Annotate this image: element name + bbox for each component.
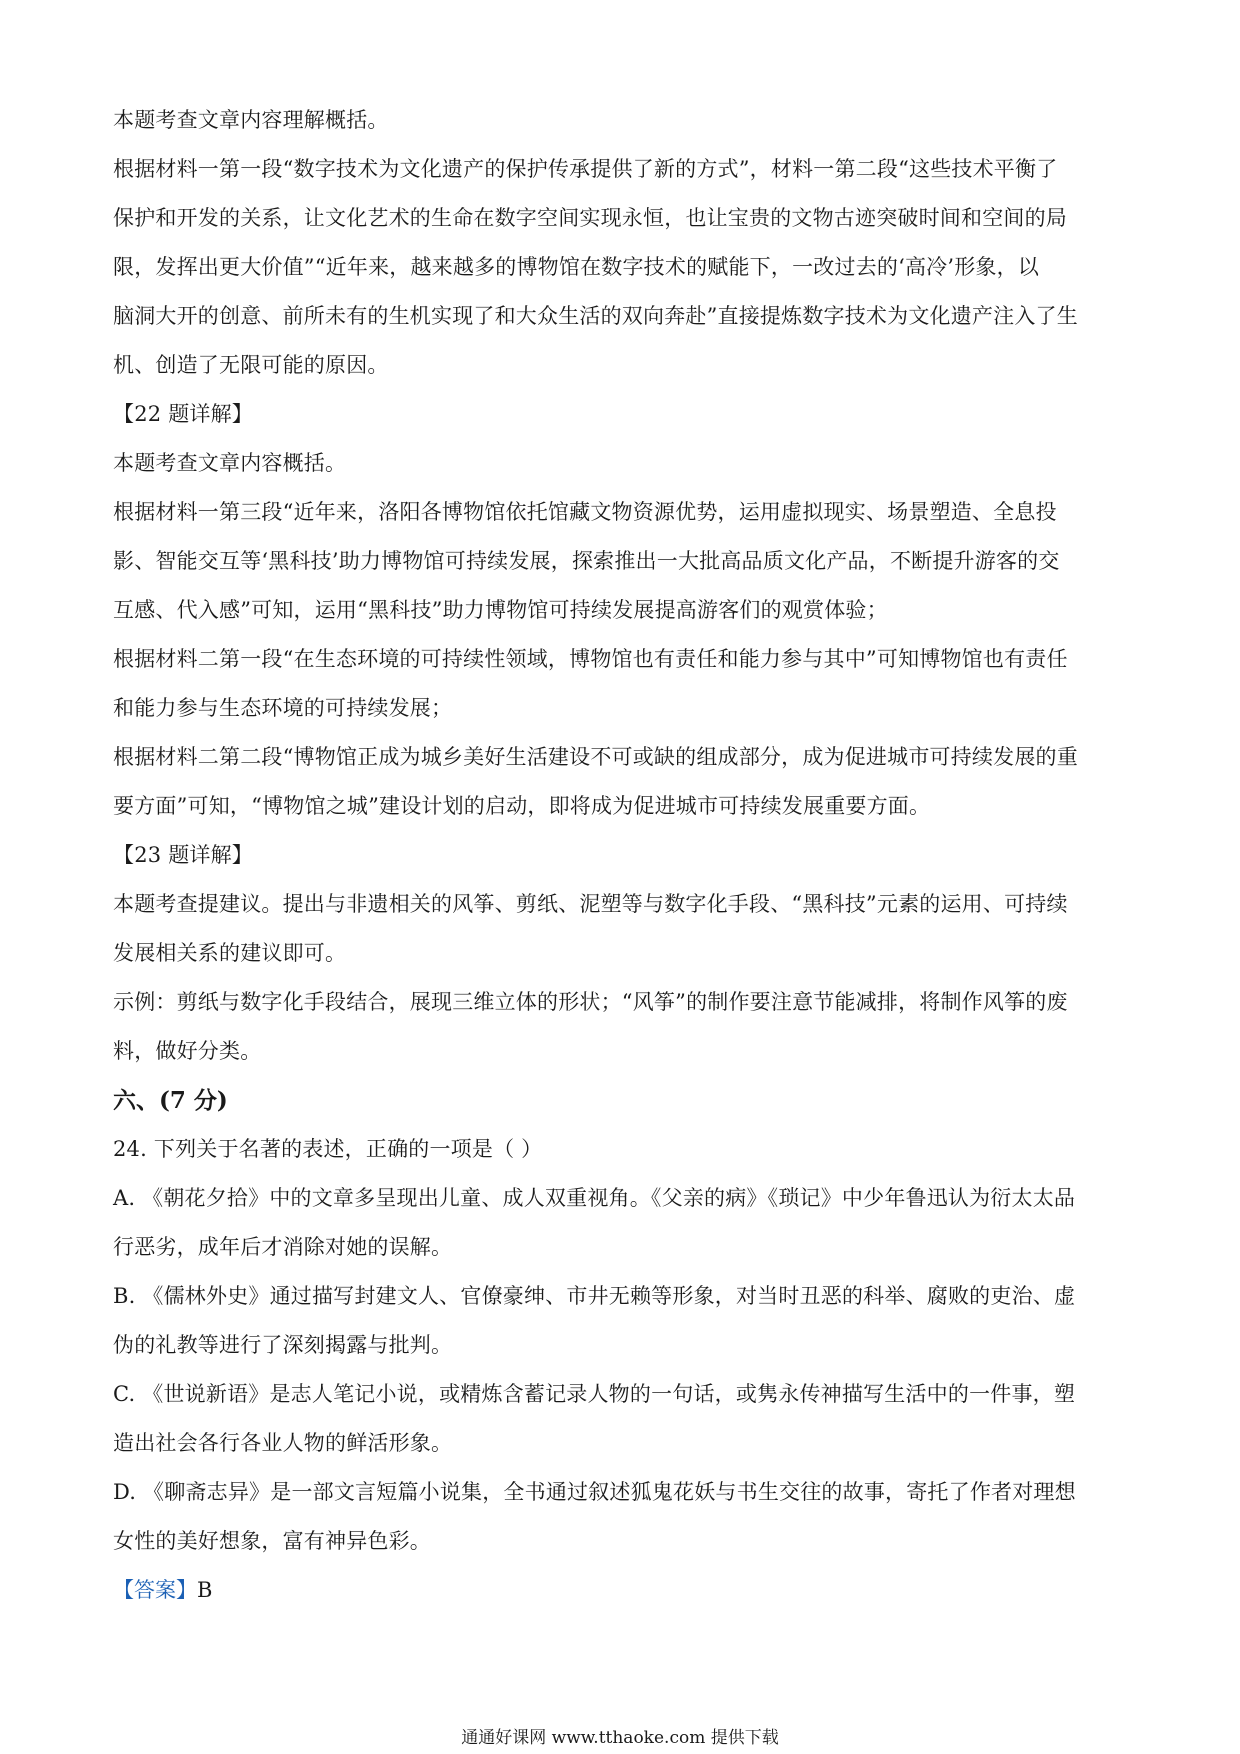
body-line: 互感、代入感”可知，运用“黑科技”助力博物馆可持续发展提高游客们的观赏体验；	[113, 598, 888, 622]
option-c: C. 《世说新语》是志人笔记小说，或精炼含蓄记录人物的一句话，或隽永传神描写生活中的一件事，塑	[113, 1382, 1076, 1406]
body-line: 根据材料一第三段“近年来，洛阳各博物馆依托馆藏文物资源优势，运用虚拟现实、场景塑造、全息投	[113, 500, 1057, 524]
body-line: 和能力参与生态环境的可持续发展；	[113, 696, 453, 720]
option-b-cont: 伪的礼教等进行了深刻揭露与批判。	[113, 1333, 453, 1357]
page-footer: 通通好课网 www.tthaoke.com 提供下载	[461, 1728, 779, 1748]
option-a-cont: 行恶劣，成年后才消除对她的误解。	[113, 1235, 453, 1259]
body-line: 根据材料二第二段“博物馆正成为城乡美好生活建设不可或缺的组成部分，成为促进城市可持续发展的重	[113, 745, 1078, 769]
answer-line	[113, 1566, 1128, 1615]
body-line: 要方面”可知，“博物馆之城”建设计划的启动，即将成为促进城市可持续发展重要方面。	[113, 794, 931, 818]
page-content	[113, 96, 1128, 1615]
body-line: 保护和开发的关系，让文化艺术的生命在数字空间实现永恒，也让宝贵的文物古迹突破时间和空间的局	[113, 206, 1067, 230]
body-line: 影、智能交互等‘黑科技’助力博物馆可持续发展，探索推出一大批高品质文化产品，不断提升游客的交	[113, 549, 1060, 573]
body-line: 料，做好分类。	[113, 1039, 262, 1063]
answer-value: B	[197, 1578, 213, 1602]
option-d: D. 《聊斋志异》是一部文言短篇小说集，全书通过叙述狐鬼花妖与书生交往的故事，寄托了作者对理想	[113, 1480, 1076, 1504]
answer-tag: 【答案】	[113, 1578, 197, 1602]
option-a: A. 《朝花夕拾》中的文章多呈现出儿童、成人双重视角。《父亲的病》《琐记》中少年鲁迅认为衍太太品	[113, 1186, 1076, 1210]
option-b: B. 《儒林外史》通过描写封建文人、官僚豪绅、市井无赖等形象，对当时丑恶的科举、腐败的吏治、虚	[113, 1284, 1076, 1308]
body-line: 本题考查文章内容理解概括。	[113, 108, 389, 132]
body-line: 本题考查文章内容概括。	[113, 451, 347, 475]
option-c-cont: 造出社会各行各业人物的鲜活形象。	[113, 1431, 453, 1455]
body-line: 根据材料一第一段“数字技术为文化遗产的保护传承提供了新的方式”，材料一第二段“这些技术平衡了	[113, 157, 1058, 181]
section-heading: 六、(7 分)	[113, 1087, 228, 1114]
body-line: 发展相关系的建议即可。	[113, 941, 347, 965]
question-stem: 24. 下列关于名著的表述，正确的一项是（ ）	[113, 1137, 543, 1161]
body-line: 脑洞大开的创意、前所未有的生机实现了和大众生活的双向奔赴”直接提炼数字技术为文化遗产注入了生	[113, 304, 1078, 328]
body-line: 示例：剪纸与数字化手段结合，展现三维立体的形状；“风筝”的制作要注意节能减排，将制作风筝的废	[113, 990, 1068, 1014]
detail-heading-22: 【22 题详解】	[113, 402, 253, 426]
detail-heading-23: 【23 题详解】	[113, 843, 253, 867]
option-d-cont: 女性的美好想象，富有神异色彩。	[113, 1529, 431, 1553]
body-line: 限，发挥出更大价值”“近年来，越来越多的博物馆在数字技术的赋能下，一改过去的‘高冷’形象，以	[113, 255, 1040, 279]
body-line: 本题考查提建议。提出与非遗相关的风筝、剪纸、泥塑等与数字化手段、“黑科技”元素的运用、可持续	[113, 892, 1068, 916]
body-line: 机、创造了无限可能的原因。	[113, 353, 389, 377]
body-line: 根据材料二第一段“在生态环境的可持续性领域，博物馆也有责任和能力参与其中”可知博物馆也有责任	[113, 647, 1068, 671]
